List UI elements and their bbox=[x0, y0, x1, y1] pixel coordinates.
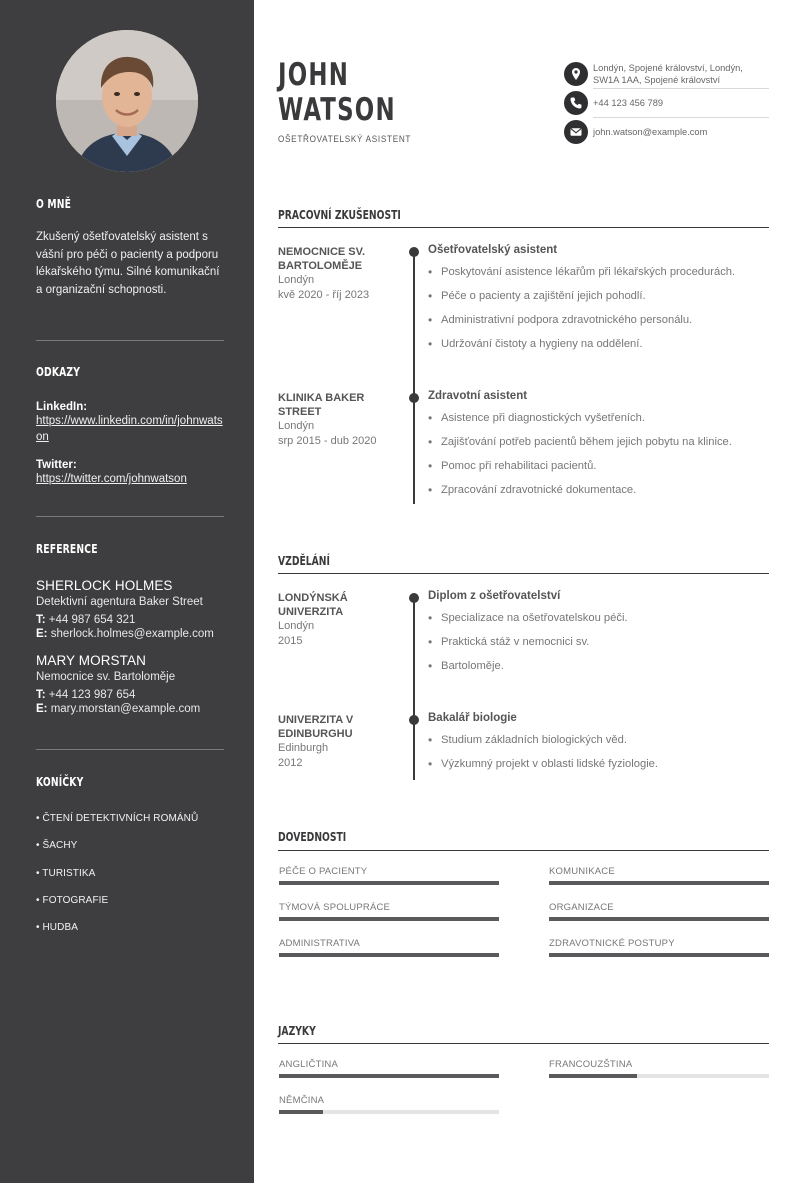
graduation-year: 2015 bbox=[278, 635, 303, 647]
school-name: UNIVERZITA V EDINBURGHU bbox=[278, 714, 354, 740]
hobby-item: • ČTENÍ DETEKTIVNÍCH ROMÁNŮ bbox=[36, 813, 199, 824]
language-item bbox=[279, 1095, 499, 1106]
link-item-linkedin bbox=[36, 401, 224, 445]
skill-item bbox=[549, 902, 769, 913]
reference-phone bbox=[36, 689, 224, 701]
hobbies-section bbox=[36, 774, 224, 949]
skill-item bbox=[279, 902, 499, 913]
duty-item: • Zpracování zdravotnické dokumentace. bbox=[428, 484, 769, 508]
language-bar-fill bbox=[279, 1074, 499, 1078]
skill-item bbox=[549, 938, 769, 949]
about-heading: O MNĚ bbox=[36, 196, 72, 211]
email-value: sherlock.holmes@example.com bbox=[50, 628, 214, 640]
experience-heading bbox=[278, 207, 769, 222]
skills-heading bbox=[278, 829, 769, 844]
phone-icon bbox=[564, 91, 588, 115]
skill-bar-track bbox=[549, 881, 769, 885]
experience-timeline bbox=[413, 252, 415, 504]
employer-name: NEMOCNICE SV. BARTOLOMĚJE bbox=[278, 246, 366, 272]
study-list bbox=[428, 612, 769, 684]
language-bar-track bbox=[279, 1074, 499, 1078]
skill-bar-track bbox=[279, 917, 499, 921]
timeline-dot bbox=[409, 593, 419, 603]
language-item bbox=[549, 1059, 769, 1070]
contact-address bbox=[564, 62, 769, 92]
hobby-item: • FOTOGRAFIE bbox=[36, 894, 109, 906]
mail-icon bbox=[564, 120, 588, 144]
skill-bar-fill bbox=[549, 881, 769, 885]
duty-item: • Udržování čistoty a hygieny na oddělení. bbox=[428, 338, 769, 362]
link-label: LinkedIn: bbox=[36, 401, 88, 413]
skill-bar-track bbox=[549, 917, 769, 921]
skill-item bbox=[549, 866, 769, 877]
section-rule bbox=[278, 573, 769, 574]
contact-phone bbox=[564, 91, 769, 119]
skill-bar-track bbox=[279, 953, 499, 957]
study-list bbox=[428, 734, 769, 782]
linkedin-link[interactable]: https://www.linkedin.com/in/johnwatson bbox=[36, 415, 223, 443]
email-value: mary.morstan@example.com bbox=[50, 703, 201, 715]
address-text: Londýn, Spojené království, Londýn, SW1A 1AA, Spojené království bbox=[593, 63, 743, 85]
links-section bbox=[36, 364, 224, 487]
link-label: Twitter: bbox=[36, 459, 77, 471]
study-item: • Specializace na ošetřovatelskou péči. bbox=[428, 612, 769, 636]
experience-entry-meta bbox=[278, 391, 403, 448]
study-item: • Výzkumný projekt v oblasti lidské fyziologie. bbox=[428, 758, 769, 782]
duty-item: • Péče o pacienty a zajištění jejich pohodlí. bbox=[428, 290, 769, 314]
graduation-year: 2012 bbox=[278, 757, 303, 769]
skill-bar-fill bbox=[549, 953, 769, 957]
references-heading: REFERENCE bbox=[36, 541, 98, 556]
profile-photo bbox=[56, 30, 198, 172]
reference-email bbox=[36, 703, 224, 715]
reference-item bbox=[36, 578, 224, 640]
phone-label: T: bbox=[36, 614, 46, 626]
education-entry-details bbox=[428, 590, 769, 684]
language-name: FRANCOUZŠTINA bbox=[549, 1059, 633, 1070]
degree-name: Diplom z ošetřovatelství bbox=[428, 590, 561, 602]
email-label: E: bbox=[36, 628, 48, 640]
skill-item bbox=[279, 938, 499, 949]
education-entry-meta bbox=[278, 591, 403, 648]
language-item bbox=[279, 1059, 499, 1070]
skill-name: PÉČE O PACIENTY bbox=[279, 866, 368, 877]
hobby-item: • HUDBA bbox=[36, 922, 78, 934]
phone-text: +44 123 456 789 bbox=[593, 98, 664, 108]
sidebar-divider bbox=[36, 749, 224, 750]
degree-name: Bakalář biologie bbox=[428, 712, 517, 724]
study-item: • Studium základních biologických věd. bbox=[428, 734, 769, 758]
duty-item: • Asistence při diagnostických vyšetřeních. bbox=[428, 412, 769, 436]
language-bar-track bbox=[549, 1074, 769, 1078]
study-item: • Bartoloměje. bbox=[428, 660, 769, 684]
reference-email bbox=[36, 628, 224, 640]
reference-phone bbox=[36, 614, 224, 626]
contact-divider bbox=[593, 117, 769, 118]
timeline-dot bbox=[409, 393, 419, 403]
email-text: john.watson@example.com bbox=[593, 127, 708, 137]
about-text: Zkušený ošetřovatelský asistent s vášní pro péči o pacienty a podporu lékařského týmu. Silné komunikační a organizační schopnosti. bbox=[36, 231, 220, 296]
skills-heading-text: DOVEDNOSTI bbox=[278, 829, 347, 844]
employer-city: Londýn bbox=[278, 420, 315, 432]
experience-entry-details bbox=[428, 244, 769, 362]
timeline-dot bbox=[409, 715, 419, 725]
duties-list bbox=[428, 412, 769, 508]
skill-name: ADMINISTRATIVA bbox=[279, 938, 361, 949]
education-entry-details bbox=[428, 712, 769, 782]
twitter-link[interactable]: https://twitter.com/johnwatson bbox=[36, 473, 187, 485]
skill-name: ORGANIZACE bbox=[549, 902, 614, 913]
employer-name: KLINIKA BAKER STREET bbox=[278, 392, 365, 418]
skill-bar-track bbox=[279, 881, 499, 885]
employer-city: Londýn bbox=[278, 274, 315, 286]
hobby-item: • ŠACHY bbox=[36, 840, 78, 852]
last-name: WATSON bbox=[278, 92, 396, 128]
skill-name: KOMUNIKACE bbox=[549, 866, 615, 877]
skill-bar-fill bbox=[549, 917, 769, 921]
hobbies-list bbox=[36, 813, 224, 949]
sidebar bbox=[0, 0, 254, 1183]
study-item: • Praktická stáž v nemocnici sv. bbox=[428, 636, 769, 660]
experience-heading-text: PRACOVNÍ ZKUŠENOSTI bbox=[278, 207, 401, 222]
portrait-photo-icon bbox=[56, 30, 198, 172]
section-rule bbox=[278, 850, 769, 851]
first-name: JOHN bbox=[278, 57, 350, 93]
duty-item: • Pomoc při rehabilitaci pacientů. bbox=[428, 460, 769, 484]
skill-bar-fill bbox=[279, 881, 499, 885]
sidebar-divider bbox=[36, 516, 224, 517]
phone-value: +44 987 654 321 bbox=[48, 614, 136, 626]
experience-entry-details bbox=[428, 390, 769, 508]
language-name: NĚMČINA bbox=[279, 1095, 325, 1106]
links-heading: ODKAZY bbox=[36, 364, 81, 379]
duty-item: • Poskytování asistence lékařům při lékařských procedurách. bbox=[428, 266, 769, 290]
experience-entry-meta bbox=[278, 245, 403, 302]
contact-divider bbox=[593, 88, 769, 89]
language-bar-fill bbox=[279, 1110, 323, 1114]
reference-item bbox=[36, 653, 224, 715]
phone-label: T: bbox=[36, 689, 46, 701]
education-heading-text: VZDĚLÁNÍ bbox=[278, 553, 330, 568]
phone-value: +44 123 987 654 bbox=[48, 689, 136, 701]
skill-bar-track bbox=[549, 953, 769, 957]
employment-dates: kvě 2020 - říj 2023 bbox=[278, 289, 370, 301]
duty-item: • Zajišťování potřeb pacientů během jejich pobytu na klinice. bbox=[428, 436, 769, 460]
contact-email bbox=[564, 120, 769, 146]
school-city: Edinburgh bbox=[278, 742, 329, 754]
skill-bar-fill bbox=[279, 953, 499, 957]
language-bar-fill bbox=[549, 1074, 637, 1078]
references-section bbox=[36, 541, 224, 715]
job-role: Zdravotní asistent bbox=[428, 390, 528, 402]
school-city: Londýn bbox=[278, 620, 315, 632]
skill-name: ZDRAVOTNICKÉ POSTUPY bbox=[549, 938, 675, 949]
reference-name: MARY MORSTAN bbox=[36, 653, 146, 668]
sidebar-divider bbox=[36, 340, 224, 341]
education-timeline bbox=[413, 598, 415, 780]
reference-org: Detektivní agentura Baker Street bbox=[36, 596, 203, 608]
skill-item bbox=[279, 866, 499, 877]
job-role: Ošetřovatelský asistent bbox=[428, 244, 558, 256]
language-bar-track bbox=[279, 1110, 499, 1114]
timeline-dot bbox=[409, 247, 419, 257]
about-section bbox=[36, 196, 224, 299]
languages-heading-text: JAZYKY bbox=[278, 1023, 316, 1038]
full-name bbox=[278, 58, 396, 128]
skill-name: TÝMOVÁ SPOLUPRÁCE bbox=[279, 902, 391, 913]
section-rule bbox=[278, 1043, 769, 1044]
education-heading bbox=[278, 553, 769, 568]
hobbies-heading: KONÍČKY bbox=[36, 774, 84, 789]
language-name: ANGLIČTINA bbox=[279, 1059, 339, 1070]
languages-heading bbox=[278, 1023, 769, 1038]
reference-name: SHERLOCK HOLMES bbox=[36, 578, 173, 593]
link-item-twitter bbox=[36, 459, 224, 487]
duty-item: • Administrativní podpora zdravotnického personálu. bbox=[428, 314, 769, 338]
location-pin-icon bbox=[564, 62, 588, 86]
school-name: LONDÝNSKÁ UNIVERZITA bbox=[278, 592, 348, 618]
job-title: OŠETŘOVATELSKÝ ASISTENT bbox=[278, 134, 412, 145]
section-rule bbox=[278, 227, 769, 228]
duties-list bbox=[428, 266, 769, 362]
hobby-item: • TURISTIKA bbox=[36, 867, 96, 879]
skill-bar-fill bbox=[279, 917, 499, 921]
email-label: E: bbox=[36, 703, 48, 715]
education-entry-meta bbox=[278, 713, 403, 770]
employment-dates: srp 2015 - dub 2020 bbox=[278, 435, 377, 447]
reference-org: Nemocnice sv. Bartoloměje bbox=[36, 671, 176, 683]
